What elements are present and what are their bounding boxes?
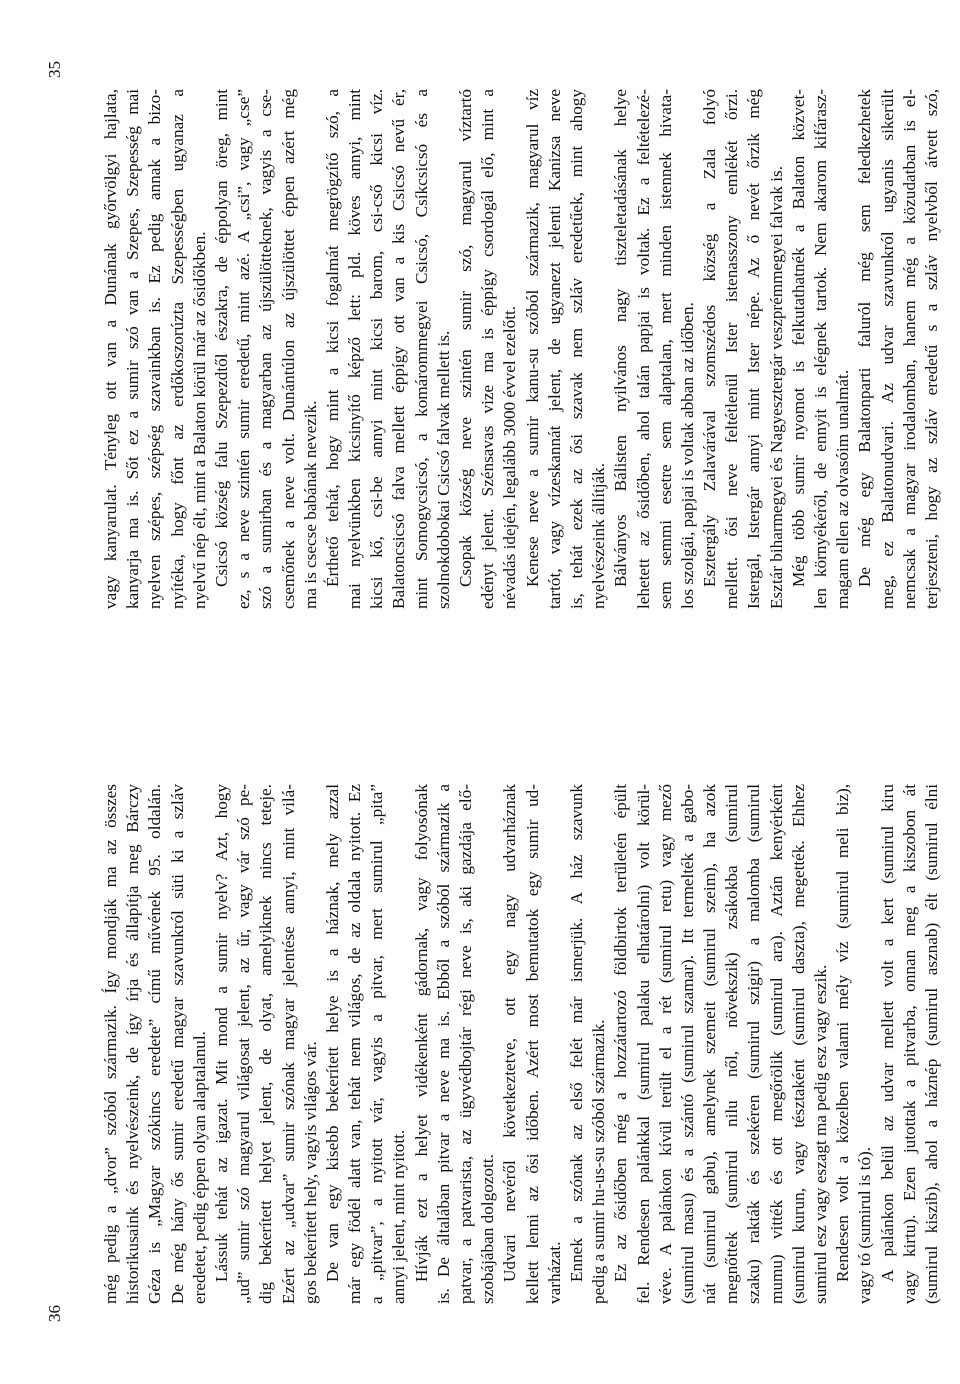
text-line: megnőttek (sumirul nilu nől, növekszik) zsákokba (sumirul — [722, 784, 742, 1304]
text-line: sem semmi esetre sem alaptalan, mert minden istennek hivata- — [655, 89, 675, 609]
text-line: Csicsó község falu Szepezdtől északra, de éppolyan öreg, mint — [211, 89, 231, 587]
text-line: De még egy Balatonparti faluról még sem feledkezhetek — [855, 89, 875, 587]
page-text — [100, 784, 943, 1304]
text-line: A palánkon belül az udvar mellett volt a kert (sumirul kiru — [877, 784, 897, 1282]
page-number: 36 — [45, 1305, 64, 1322]
text-line: mumu) vitték és ott megőrölik (sumirul ara). Aztán kenyérként — [766, 784, 786, 1304]
text-line: varházat. — [544, 1241, 564, 1304]
page-text — [100, 89, 943, 609]
text-line: szaku) rakták és szekéren (sumirul szigir) a malomba (sumirul — [744, 784, 764, 1304]
text-line: szolnokdobokai Csicsó falvak mellett is. — [433, 330, 453, 609]
text-line: Balatoncsicsó falva mellett éppígy ott van a kis Csicsó nevű ér, — [389, 89, 409, 609]
text-line: De van egy kisebb bekerített helye is a háznak, mely azzal — [322, 784, 342, 1282]
text-line: Még több sumir nyomot is felkutathatnék a Balaton közvet- — [788, 89, 808, 587]
text-line: Udvari nevéről következtetve, ott egy nagy udvarháznak — [500, 784, 520, 1282]
text-line: lehetett az ősidőben, ahol talán papjai is voltak. Ez a feltételezé- — [633, 89, 653, 609]
text-line: mai nyelvünkben kicsinyítő képző lett: pld. köves annyi, mint — [345, 89, 365, 609]
text-line: Istergál, Istergár annyi mint Ister népe. Az ő nevét őrzik még — [744, 89, 764, 609]
text-line: „ud” sumir szó magyarul világosat jelent, az űr, vagy vár szó pe- — [234, 784, 254, 1304]
text-line: ma is csecse babának nevezik. — [300, 400, 320, 609]
text-line: Csopak község neve szintén sumir szó, magyarul víztartó — [456, 89, 475, 587]
text-line: terjeszteni, hogy az szláv eredetű s a szláv nyelvből átvett szó, — [921, 89, 941, 609]
text-line: kellett lenni az ősi időben. Azért most bemutatok egy sumir ud- — [522, 784, 542, 1304]
text-line: (sumirul kurun, vagy tésztaként (sumirul daszta), megették. Ehhez — [788, 784, 808, 1304]
text-line: meg, ez Balatonudvari. Az udvar szavunkról ugyanis sikerült — [877, 89, 897, 609]
text-line: véve. A palánkon kívül terült el a rét (sumirul retu) vagy mező — [655, 784, 675, 1304]
text-line: Esztár biharmegyei és Nagyesztergár veszprémmegyei falvak is. — [766, 165, 786, 609]
text-line: Ennek a szónak az első felét már ismerjük. A ház szavunk — [566, 784, 586, 1282]
text-line: (sumirul kiszib), ahol a háznép (sumirul asznab) élt (sumirul élni — [921, 784, 941, 1304]
text-line: nemcsak a magyar irodalomban, hanem még a közudatban is el- — [899, 89, 919, 609]
page-left — [45, 784, 941, 1322]
text-line: sumirul esz vagy eszagt ma pedig esz vagy eszik. — [811, 964, 830, 1304]
text-line: (sumirul masu) és a szántó (sumirul szamar). Itt termelték a gabo- — [677, 784, 697, 1304]
text-line: Kenese neve a sumir kanu-su szóból származik, magyarul víz — [522, 89, 542, 587]
text-line: gos bekerített hely, vagyis világos vár. — [300, 1041, 320, 1304]
text-line: eredetet, pedig éppen olyan alaptalanul. — [189, 1031, 209, 1304]
text-line: len környékéről, de ennyit is elégnek tartok. Nem akarom kifárasz- — [811, 89, 830, 609]
text-line: névadás idején, legalább 3000 évvel ezelőtt. — [500, 305, 520, 609]
text-line: Lássuk tehát az igazat. Mit mond a sumir nyelv? Azt, hogy — [211, 784, 231, 1282]
text-line: tartót, vagy vízeskannát jelent, de ugyanezt jelenti Kanizsa neve — [544, 89, 564, 609]
text-line: Esztergály Zalavárával szomszédos község a Zala folyó — [700, 89, 720, 587]
text-line: Bálványos Bálisten nyilvános nagy tiszteletadásának helye — [611, 89, 631, 587]
text-line: dig bekerített helyet jelent, de olyat, amelyiknek nincs teteje. — [256, 784, 276, 1304]
text-line: nyelven szépes, szépség szavainkban is. Ez pedig annak a bizo- — [145, 89, 165, 609]
text-line: kanyarja ma is. Sőt ez a sumir szó van a Szepes, Szepesség mai — [123, 89, 143, 609]
text-line: magam ellen az olvasóim unalmát. — [833, 369, 853, 609]
page-right — [45, 61, 941, 609]
text-line: nyelvű nép élt, mint a Balaton körül már az ősidőkben. — [189, 231, 209, 609]
text-line: csemőnek a neve volt. Dunántúlon az újszülöttet éppen azért még — [278, 89, 298, 609]
text-line: kicsi kő, csi-be annyi mint kicsi barom, csi-cső kicsi víz. — [367, 89, 387, 609]
text-line: Ezért az „udvar” sumir szónak magyar jelentése annyi, mint vilá- — [278, 784, 298, 1304]
text-line: patvar, a patvarista, az ügyvédbojtár régi neve is, aki gazdája elő- — [456, 784, 475, 1304]
text-line: ez, s a neve szintén sumir eredetű, mint azé. A „csi”, vagy „cse” — [234, 89, 254, 609]
text-line: a „pitvar”, a nyitott vár, vagyis a pitvar, mert sumirul „pita” — [367, 784, 387, 1304]
text-line: Ez az ősidőben még a hozzátartozó földbirtok területén épült — [611, 784, 631, 1282]
text-line: historikusaink és nyelvészeink, de így írja és állapítja meg Bárczy — [123, 784, 143, 1304]
text-line: szobájában dolgozott. — [478, 1154, 498, 1304]
text-line: mint Somogycsicsó, a komárommegyei Csicsó, Csíkcsicsó és a — [411, 89, 431, 609]
text-line: már egy födél alatt van, tehát nem világos, de az oldala nyitott. Ez — [345, 784, 365, 1304]
text-line: pedig a sumir hu-us-su szóból származik. — [589, 1019, 609, 1304]
text-line: nát (sumirul gabu), amelynek szemeit (sumirul szeim), ha azok — [700, 784, 720, 1304]
text-line: vagy kirtu). Ezen jutottak a pitvarba, onnan meg a kiszobon át — [899, 784, 919, 1304]
text-line: Hívják ezt a helyet vidékenként gádornak, vagy folyosónak — [411, 784, 431, 1282]
text-line: is. De általában pitvar a neve ma is. Ebből a szóból származik a — [433, 784, 453, 1304]
text-line: mellett. ősi neve feltétlenül Ister istenasszony emlékét őrzi. — [722, 89, 742, 609]
text-line: nyelvészeink állítják. — [589, 462, 609, 609]
text-line: vagy kanyarulat. Tényleg ott van a Dunának győrvölgyi hajlata, — [101, 89, 120, 609]
text-line: fel. Rendesen palánkkal (sumirul palaku elhatárolni) volt körül- — [633, 784, 653, 1304]
text-line: annyi jelent, mint nyitott. — [389, 1129, 409, 1304]
text-line: még pedig a „dvor” szóból származik. Így mondják ma az összes — [101, 784, 120, 1304]
text-line: Géza is „Magyar szókincs eredete” című művének 95. oldalán. — [145, 784, 165, 1304]
text-line: nyítéka, hogy főnt az erdőkoszorúzta Szepességben ugyanaz a — [167, 89, 187, 609]
text-line: szó a sumirban és a magyarban az újszülötteknek, vagyis a cse- — [256, 89, 276, 609]
text-line: vagy tó (sumirul is tó). — [855, 1146, 875, 1304]
text-line: De még hány ős sumir eredetű magyar szavunkról süti ki a szláv — [167, 784, 187, 1304]
text-line: edényt jelent. Szénsavas vize ma is éppígy csordogál elő, mint a — [478, 89, 498, 609]
text-line: los szolgái, papjai is voltak abban az időben. — [677, 302, 697, 609]
text-line: Rendesen volt a közelben valami mély víz (sumirul meli biz), — [833, 784, 853, 1282]
page-number: 35 — [45, 61, 64, 78]
text-line: is, tehát ezek az ősi szavak nem szláv eredetűek, mint ahogy — [566, 89, 586, 609]
text-line: Érthető tehát, hogy mint a kicsi fogalmát megrögzítő szó, a — [322, 89, 342, 587]
